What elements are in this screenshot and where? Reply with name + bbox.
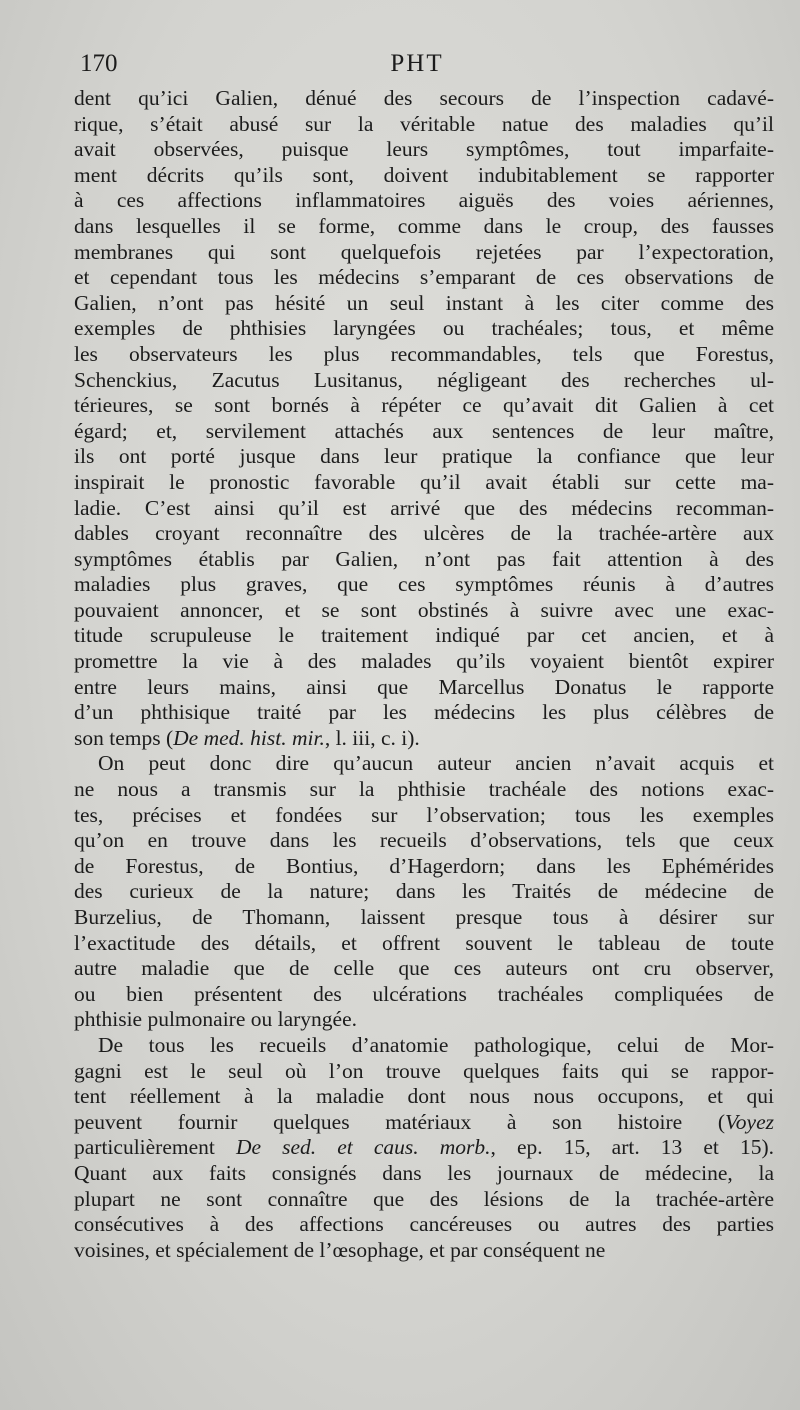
text-line (74, 393, 774, 419)
text-segment: voisines, et spécialement de l’œsophage, et par conséquent ne (74, 1237, 606, 1262)
text-segment: avait observées, puisque leurs symptômes, tout imparfaite- (74, 137, 774, 162)
page-header (74, 50, 760, 80)
text-line (74, 700, 774, 726)
text-line (74, 547, 774, 573)
text-line (74, 931, 774, 957)
text-segment: symptômes établis par Galien, n’ont pas fait attention à des (74, 546, 774, 571)
text-line (74, 112, 774, 138)
text-line (74, 1059, 774, 1085)
text-segment: peuvent fournir quelques matériaux à son histoire ( (74, 1109, 726, 1134)
text-segment: son temps ( (74, 725, 174, 750)
text-segment: dans lesquelles il se forme, comme dans le croup, des fausses (74, 213, 774, 238)
text-segment: particulièrement (74, 1135, 236, 1160)
text-segment: , l. iii, c. i). (324, 725, 420, 750)
text-segment: dent qu’ici Galien, dénué des secours de l’inspection cadavé- (74, 86, 774, 110)
text-segment: maladies plus graves, que ces symptômes réunis à d’autres (74, 572, 774, 597)
text-line (74, 649, 774, 675)
text-line (74, 419, 774, 445)
text-segment: ne nous a transmis sur la phthisie trachéale des notions exac- (74, 777, 774, 802)
text-line (74, 163, 774, 189)
text-line (74, 777, 774, 803)
page-number: 170 (80, 50, 118, 77)
text-segment: tes, précises et fondées sur l’observation; tous les exemples (74, 802, 774, 827)
text-segment: de Forestus, de Bontius, d’Hagerdorn; dans les Ephémérides (74, 853, 774, 878)
citation-italic: De med. hist. mir. (173, 725, 325, 750)
text-segment: rique, s’était abusé sur la véritable natue des maladies qu’il (74, 111, 774, 136)
text-line (74, 291, 774, 317)
text-segment: ladie. C’est ainsi qu’il est arrivé que des médecins recomman- (74, 495, 774, 520)
text-line (74, 265, 774, 291)
text-segment: membranes qui sont quelquefois rejetées par l’expectoration, (74, 239, 774, 264)
text-line (74, 1007, 774, 1033)
text-segment: à ces affections inflammatoires aiguës des voies aériennes, (74, 188, 774, 213)
text-segment: Galien, n’ont pas hésité un seul instant à les citer comme des (74, 290, 774, 315)
text-line (74, 1135, 774, 1161)
text-line (74, 470, 774, 496)
text-segment: qu’on en trouve dans les recueils d’observations, tels que ceux (74, 828, 774, 853)
text-line (74, 1187, 774, 1213)
text-segment: les observateurs les plus recommandables, tels que Forestus, (74, 341, 774, 366)
text-line (74, 879, 774, 905)
text-segment: promettre la vie à des malades qu’ils voyaient bientôt expirer (74, 649, 774, 674)
text-line (74, 1110, 774, 1136)
text-segment: , ep. 15, art. 13 et 15). (490, 1135, 774, 1160)
text-line (74, 444, 774, 470)
text-segment: Schenckius, Zacutus Lusitanus, négligeant des recherches ul- (74, 367, 774, 392)
text-segment: On peut donc dire qu’aucun auteur ancien n’avait acquis et (98, 751, 774, 776)
text-line (74, 598, 774, 624)
text-line (74, 956, 774, 982)
text-segment: gagni est le seul où l’on trouve quelques faits qui se rappor- (74, 1058, 774, 1083)
text-line (74, 188, 774, 214)
text-segment: entre leurs mains, ainsi que Marcellus Donatus le rapporte (74, 674, 774, 699)
text-line (74, 982, 774, 1008)
text-segment: plupart ne sont connaître que des lésions de la trachée-artère (74, 1186, 774, 1211)
running-head: PHT (390, 50, 444, 77)
text-segment: térieures, se sont bornés à répéter ce qu’avait dit Galien à cet (74, 393, 774, 418)
text-segment: titude scrupuleuse le traitement indiqué par cet ancien, et à (74, 623, 774, 648)
text-line (74, 1084, 774, 1110)
text-segment: tent réellement à la maladie dont nous nous occupons, et qui (74, 1084, 774, 1109)
text-segment: d’un phthisique traité par les médecins les plus célèbres de (74, 700, 774, 725)
text-segment: ment décrits qu’ils sont, doivent indubitablement se rapporter (74, 162, 774, 187)
text-line (74, 521, 774, 547)
text-line (74, 1238, 774, 1264)
text-line (74, 854, 774, 880)
text-segment: Quant aux faits consignés dans les journaux de médecine, la (74, 1160, 774, 1185)
citation-italic: De sed. et caus. morb. (235, 1135, 491, 1160)
text-segment: De tous les recueils d’anatomie pathologique, celui de Mor- (98, 1032, 774, 1057)
text-segment: phthisie pulmonaire ou laryngée. (74, 1007, 358, 1032)
text-line (74, 751, 774, 777)
text-line (74, 368, 774, 394)
text-line (74, 137, 774, 163)
text-line (74, 828, 774, 854)
text-segment: des curieux de la nature; dans les Traités de médecine de (74, 879, 774, 904)
body-text (74, 86, 774, 1263)
text-line (74, 675, 774, 701)
text-segment: ils ont porté jusque dans leur pratique la confiance que leur (74, 444, 774, 469)
text-segment: ou bien présentent des ulcérations trachéales compliquées de (74, 981, 774, 1006)
text-segment: et cependant tous les médecins s’emparant de ces observations de (74, 265, 774, 290)
text-segment: l’exactitude des détails, et offrent souvent le tableau de toute (74, 930, 774, 955)
text-line (74, 496, 774, 522)
text-line (74, 803, 774, 829)
text-line (74, 1033, 774, 1059)
text-line (74, 905, 774, 931)
text-line (74, 316, 774, 342)
text-segment: exemples de phthisies laryngées ou trachéales; tous, et même (74, 316, 774, 341)
text-segment: égard; et, servilement attachés aux sentences de leur maître, (74, 418, 774, 443)
text-line (74, 623, 774, 649)
text-segment: autre maladie que de celle que ces auteurs ont cru observer, (74, 956, 774, 981)
citation-italic: Voyez (725, 1109, 774, 1134)
text-line (74, 86, 774, 112)
text-line (74, 214, 774, 240)
text-line (74, 240, 774, 266)
text-segment: consécutives à des affections cancéreuses ou autres des parties (74, 1212, 774, 1237)
text-line (74, 1212, 774, 1238)
text-segment: dables croyant reconnaître des ulcères de la trachée-artère aux (74, 521, 774, 546)
text-line (74, 1161, 774, 1187)
text-line (74, 342, 774, 368)
text-segment: Burzelius, de Thomann, laissent presque tous à désirer sur (74, 905, 774, 929)
text-segment: inspirait le pronostic favorable qu’il avait établi sur cette ma- (74, 469, 774, 494)
text-line (74, 572, 774, 598)
text-segment: pouvaient annoncer, et se sont obstinés à suivre avec une exac- (74, 597, 774, 622)
text-line (74, 726, 774, 752)
